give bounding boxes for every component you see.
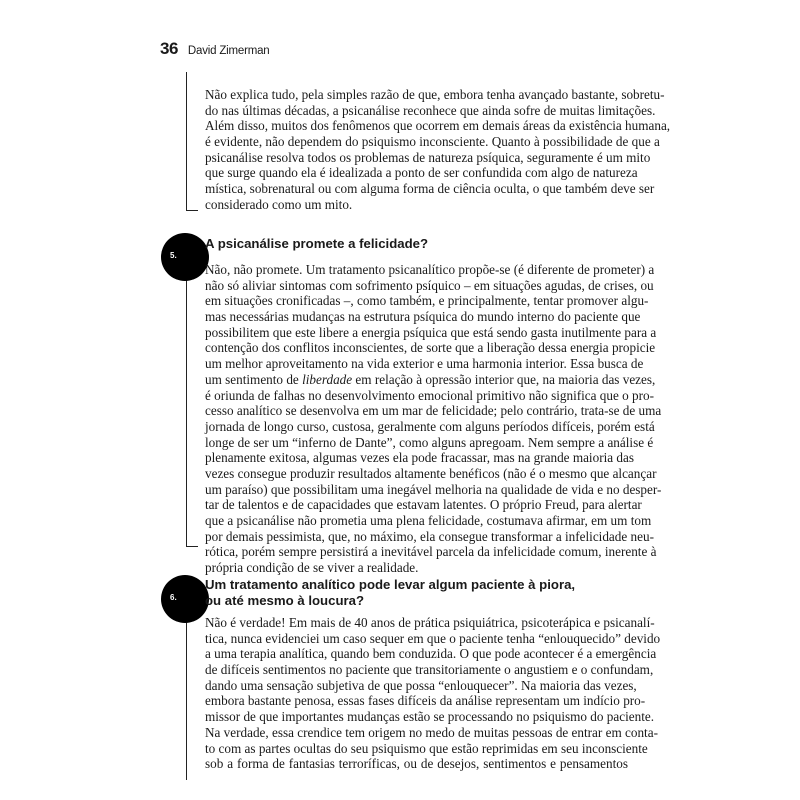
section-body (205, 615, 661, 772)
text-line: tica, nunca evidenciei um caso sequer em que o paciente tenha “enlouquecido” devido (205, 630, 661, 646)
text-line: em situações cronificadas –, como também, e principalmente, tentar promover algu- (205, 293, 649, 309)
text-line: um sentimento de liberdade em relação à opressão interior que, na maioria das vezes, (205, 371, 656, 387)
section-body (205, 262, 662, 576)
text-line: embora bastante penosa, essas fases difíceis da análise representam um indício pro- (205, 693, 646, 709)
text-line: missor de que importantes mudanças estão se processando no psiquismo do paciente. (205, 709, 655, 725)
title-line: Um tratamento analítico pode levar algum paciente à piora, (205, 577, 576, 592)
text-line: to com as partes ocultas do seu psiquismo que estão reprimidas em seu inconsciente (205, 740, 648, 756)
text-line: tar de talentos e de capacidades que estavam latentes. O próprio Freud, para alertar (205, 497, 642, 513)
text-line: possibilitem que este libere a energia psíquica que está sendo gasta inutilmente para a (205, 324, 657, 340)
text-line: psicanálise resolva todos os problemas de natureza psíquica, seguramente é um mito (205, 149, 651, 165)
text-line: mística, sobrenatural ou com alguma forma de ciência oculta, o que também deve ser (205, 181, 655, 197)
text-line: longe de ser um “inferno de Dante”, como alguns apregoam. Nem sempre a análise é (205, 434, 654, 450)
emphasis-text: liberdade (302, 371, 353, 387)
text-line: que surge quando ela é idealizada a ponto de ser confundida com algo de natureza (205, 165, 638, 181)
margin-tick-intro (186, 210, 198, 211)
section-question-title (205, 236, 635, 252)
text-line: rótica, porém sempre persistirá a inevitável parcela da infelicidade comum, inerente à (205, 544, 657, 560)
text-line: Não explica tudo, pela simples razão de que, embora tenha avançado bastante, sobretu- (205, 87, 665, 102)
text-line: é evidente, não dependem do psiquismo inconsciente. Quanto à possibilidade de que a (205, 134, 660, 150)
page-header (160, 39, 269, 59)
text-line: do nas últimas décadas, a psicanálise reconhece que ainda sofre de muitas limitações. (205, 102, 656, 118)
section-question-title (205, 577, 635, 609)
badge-left-mask (150, 232, 161, 282)
text-line: jornada de longo curso, custosa, geralmente com alguns períodos difíceis, porém está (205, 418, 655, 434)
text-line: Na verdade, essa crendice tem origem no medo de muitas pessoas de entrar em conta- (205, 724, 658, 740)
running-head-author: David Zimerman (187, 45, 270, 57)
text-line: vezes consegue produzir resultados altamente benéficos (não é o mesmo que alcançar (205, 465, 657, 481)
text-line: um paraíso) que possibilitam uma inegável melhoria na qualidade de vida e no desper- (205, 481, 662, 497)
text-line: de difíceis sentimentos no paciente que transitoriamente o angustiem e o confundam, (205, 662, 654, 678)
text-line: um melhor aproveitamento na vida exterior e uma harmonia interior. Essa busca de (205, 356, 644, 372)
text-line: sob a forma de fantasias terroríficas, ou de desejos, sentimentos e pensamentos (205, 756, 628, 772)
badge-left-mask (150, 574, 161, 624)
text-line: dando uma sensação subjetiva de que possa “enlouquecer”. Na maioria das vezes, (205, 677, 637, 693)
section-number-badge (161, 575, 209, 623)
text-line: própria condição de se viver a realidade. (205, 560, 419, 576)
text-line: não só aliviar sintomas com sofrimento psíquico – em situações agudas, de crises, ou (205, 277, 654, 293)
intro-paragraph (205, 87, 671, 213)
text-line: Além disso, muitos dos fenômenos que ocorrem em demais áreas da existência humana, (205, 118, 671, 134)
text-line: Não, não promete. Um tratamento psicanalítico propõe-se (é diferente de prometer) a (205, 262, 655, 277)
title-line: A psicanálise promete a felicidade? (205, 236, 429, 251)
text-line: plenamente exitosa, algumas vezes ela pode fracassar, mas na grande maioria das (205, 450, 634, 466)
text-line: contenção dos conflitos inconscientes, de sorte que a liberação dessa energia propicie (205, 340, 656, 356)
section-number: 6. (170, 593, 177, 602)
text-line: Não é verdade! Em mais de 40 anos de prática psiquiátrica, psicoterápica e psicanalí- (205, 615, 655, 630)
text-line: mas necessárias mudanças na estrutura psíquica do mundo interno do paciente que (205, 309, 641, 325)
text-line: considerado como um mito. (205, 196, 353, 212)
text-line: a uma terapia analítica, quando bem conduzida. O que pode acontecer é a emergência (205, 646, 657, 662)
section-number: 5. (170, 251, 177, 260)
margin-tick-section-5 (186, 546, 198, 547)
margin-rule-section-6 (186, 600, 187, 780)
text-line: cesso analítico se desenvolva em um mar de felicidade; pelo contrário, trata-se de uma (205, 403, 662, 419)
title-line: ou até mesmo à loucura? (205, 593, 365, 608)
margin-rule-intro (186, 72, 187, 211)
text-line: é oriunda de falhas no desenvolvimento emocional primitivo não significa que o pro- (205, 387, 654, 403)
page-number: 36 (160, 39, 178, 58)
section-number-badge (161, 233, 209, 281)
text-line: por demais pessimista, que, no máximo, ela consegue transformar a infelicidade neu- (205, 528, 654, 544)
text-line: que a psicanálise não prometia uma plena felicidade, costumava afirmar, em um tom (205, 513, 652, 528)
margin-rule-section-5 (186, 262, 187, 547)
